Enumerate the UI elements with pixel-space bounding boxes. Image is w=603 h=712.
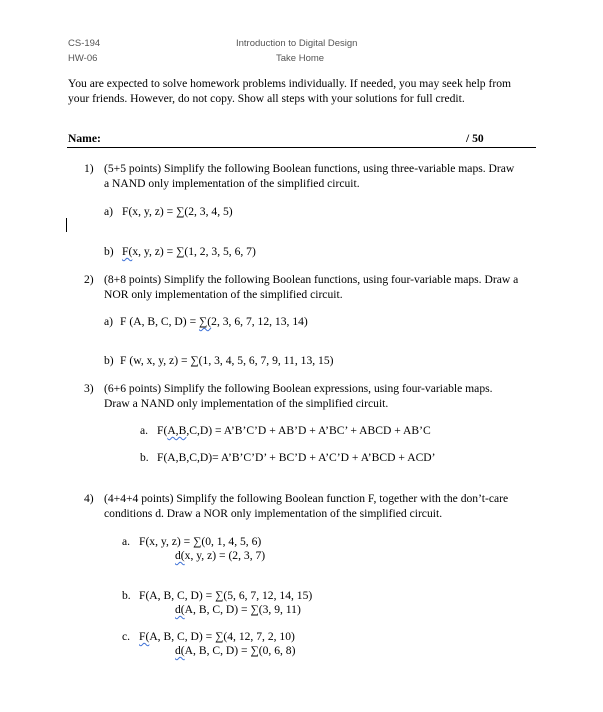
document-title: Introduction to Digital Design <box>236 38 358 49</box>
problem-1a-label: a) <box>104 205 114 218</box>
homework-number: HW-06 <box>68 53 98 64</box>
spellcheck-mark: A,B <box>167 424 187 437</box>
problem-3b-expression: F(A,B,C,D)= A’B’C’D’ + BC’D + A’C’D + A’BCD + ACD’ <box>157 451 436 464</box>
problem-2-line-1: (8+8 points) Simplify the following Boolean functions, using four-variable maps. Draw a <box>104 273 519 286</box>
problem-4a-dont-care: d(x, y, z) = (2, 3, 7) <box>175 549 266 562</box>
document-subtitle: Take Home <box>276 53 325 64</box>
spellcheck-mark: ∑( <box>199 315 212 328</box>
spellcheck-mark: d( <box>175 549 185 562</box>
problem-4-line-2: conditions d. Draw a NOR only implementation of the simplified circuit. <box>104 507 443 520</box>
spellcheck-mark: d( <box>175 603 185 616</box>
problem-2b-label: b) <box>104 354 114 367</box>
name-underline <box>67 147 536 148</box>
problem-4-number: 4) <box>84 492 94 505</box>
intro-line-2: your friends. However, do not copy. Show all steps with your solutions for full credit. <box>68 92 465 105</box>
problem-1-line-2: a NAND only implementation of the simplified circuit. <box>104 177 360 190</box>
problem-2-line-2: NOR only implementation of the simplified circuit. <box>104 288 343 301</box>
problem-4b-dont-care: d(A, B, C, D) = ∑(3, 9, 11) <box>175 603 301 616</box>
problem-2a-function: F (A, B, C, D) = ∑(2, 3, 6, 7, 12, 13, 14) <box>120 315 308 328</box>
problem-4b-label: b. <box>122 589 131 602</box>
problem-4c-label: c. <box>122 630 131 643</box>
problem-4c-function: F(A, B, C, D) = ∑(4, 12, 7, 2, 10) <box>139 630 295 643</box>
name-label: Name: <box>68 132 101 145</box>
score-total: / 50 <box>466 132 484 145</box>
spellcheck-mark: d( <box>175 644 185 657</box>
problem-3a-label: a. <box>140 424 149 437</box>
problem-2-number: 2) <box>84 273 94 286</box>
problem-3-number: 3) <box>84 382 94 395</box>
problem-1b-function: F(x, y, z) = ∑(1, 2, 3, 5, 6, 7) <box>122 245 256 258</box>
problem-3b-label: b. <box>140 451 149 464</box>
problem-4b-function: F(A, B, C, D) = ∑(5, 6, 7, 12, 14, 15) <box>139 589 313 602</box>
problem-1a-function: F(x, y, z) = ∑(2, 3, 4, 5) <box>122 205 233 218</box>
problem-2a-label: a) <box>104 315 114 328</box>
problem-4a-function: F(x, y, z) = ∑(0, 1, 4, 5, 6) <box>139 535 262 548</box>
problem-3a-expression: F(A,B,C,D) = A’B’C’D + AB’D + A’BC’ + ABCD + AB’C <box>157 424 431 437</box>
problem-4c-dont-care: d(A, B, C, D) = ∑(0, 6, 8) <box>175 644 296 657</box>
intro-line-1: You are expected to solve homework problems individually. If needed, you may seek help from <box>68 77 512 90</box>
problem-3-line-2: Draw a NAND only implementation of the simplified circuit. <box>104 397 389 410</box>
problem-4-line-1: (4+4+4 points) Simplify the following Boolean function F, together with the don’t-care <box>104 492 509 505</box>
problem-4a-label: a. <box>122 535 131 548</box>
spellcheck-mark: F( <box>139 630 150 643</box>
course-code: CS-194 <box>68 38 101 49</box>
problem-1-line-1: (5+5 points) Simplify the following Boolean functions, using three-variable maps. Draw <box>104 162 515 175</box>
spellcheck-mark: F( <box>122 245 133 258</box>
problem-1-number: 1) <box>84 162 94 175</box>
problem-3-line-1: (6+6 points) Simplify the following Boolean expressions, using four-variable maps. <box>104 382 493 395</box>
problem-1b-label: b) <box>104 245 114 258</box>
text-cursor <box>66 218 67 232</box>
problem-2b-function: F (w, x, y, z) = ∑(1, 3, 4, 5, 6, 7, 9, 11, 13, 15) <box>120 354 334 367</box>
